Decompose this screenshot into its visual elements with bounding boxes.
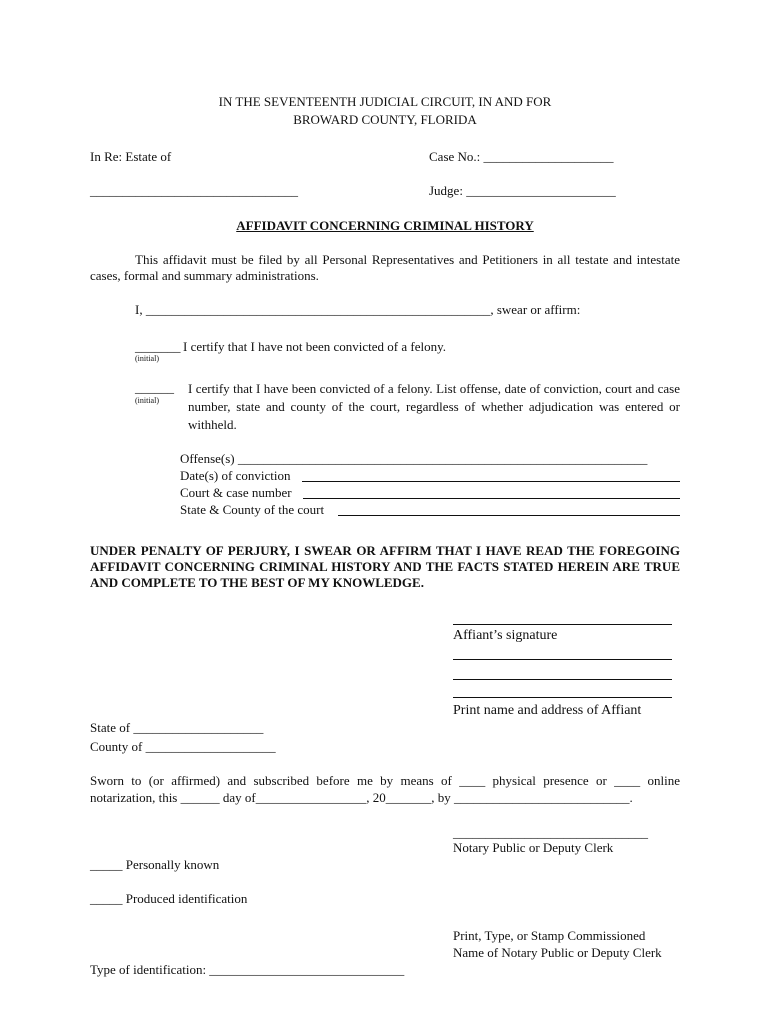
conviction-date-label: Date(s) of conviction [180, 468, 291, 483]
affiant-address-line-2[interactable] [453, 697, 672, 698]
print-name-address-label: Print name and address of Affiant [453, 703, 642, 718]
option2-initial-label: (initial) [135, 396, 159, 405]
affiant-signature-label: Affiant’s signature [453, 628, 558, 643]
option2-initial-field[interactable]: ______ [135, 380, 174, 395]
identification-type-field[interactable]: Type of identification: ______________________________ [90, 962, 405, 977]
document-title: AFFIDAVIT CONCERNING CRIMINAL HISTORY [236, 218, 534, 233]
affiant-name-line-1[interactable] [453, 659, 672, 660]
state-county-court-line[interactable] [338, 515, 680, 516]
state-county-court-label: State & County of the court [180, 502, 325, 517]
estate-name-field[interactable]: ________________________________ [90, 183, 298, 198]
produced-identification-option[interactable]: _____ Produced identification [90, 891, 248, 906]
intro-paragraph: This affidavit must be filed by all Personal Representatives and Petitioners in all testate and intestate cases, formal and summary administrations. [90, 252, 680, 283]
in-re-label: In Re: Estate of [90, 149, 172, 164]
notary-label: Notary Public or Deputy Clerk [453, 840, 614, 855]
sworn-statement-line2[interactable]: notarization, this ______ day of_________________, 20_______, by ___________________________. [90, 790, 633, 805]
notary-stamp-label-line1: Print, Type, or Stamp Commissioned [453, 928, 646, 943]
option1-statement: I certify that I have not been convicted of a felony. [183, 339, 447, 354]
offenses-field[interactable]: Offense(s) _______________________________________________________________ [180, 451, 648, 466]
option1-initial-field[interactable]: _______ [135, 339, 181, 354]
case-number-field[interactable]: Case No.: ____________________ [429, 149, 614, 164]
court-case-line[interactable] [303, 498, 680, 499]
option1-initial-label: (initial) [135, 354, 159, 363]
conviction-date-line[interactable] [302, 481, 680, 482]
perjury-oath: UNDER PENALTY OF PERJURY, I SWEAR OR AFFIRM THAT I HAVE READ THE FOREGOING AFFIDAVIT CONCERNING CRIMINAL HISTORY AND THE FACTS STATED HEREIN ARE TRUE AND COMPLETE TO THE BEST OF MY KNOWLEDGE. [90, 543, 680, 590]
judge-field[interactable]: Judge: _______________________ [429, 183, 616, 198]
affiant-signature-line[interactable] [453, 624, 672, 625]
notary-stamp-label-line2: Name of Notary Public or Deputy Clerk [453, 945, 662, 960]
venue-county-field[interactable]: County of ____________________ [90, 739, 276, 754]
venue-state-field[interactable]: State of ____________________ [90, 720, 264, 735]
affiant-address-line-1[interactable] [453, 679, 672, 680]
court-heading-line2: BROWARD COUNTY, FLORIDA [293, 112, 477, 127]
affiant-name-field[interactable]: I, _____________________________________________________, swear or affirm: [135, 302, 581, 317]
sworn-statement-line1[interactable]: Sworn to (or affirmed) and subscribed before me by means of ____ physical presence or ____ online [90, 773, 680, 788]
notary-signature-line[interactable]: ______________________________ [453, 825, 648, 840]
court-case-label: Court & case number [180, 485, 292, 500]
personally-known-option[interactable]: _____ Personally known [90, 857, 220, 872]
court-heading-line1: IN THE SEVENTEENTH JUDICIAL CIRCUIT, IN AND FOR [218, 94, 552, 109]
option2-statement: I certify that I have been convicted of a felony. List offense, date of conviction, court and case number, state and county of the court, regardless of whether adjudication was entered or withheld. [188, 381, 680, 432]
